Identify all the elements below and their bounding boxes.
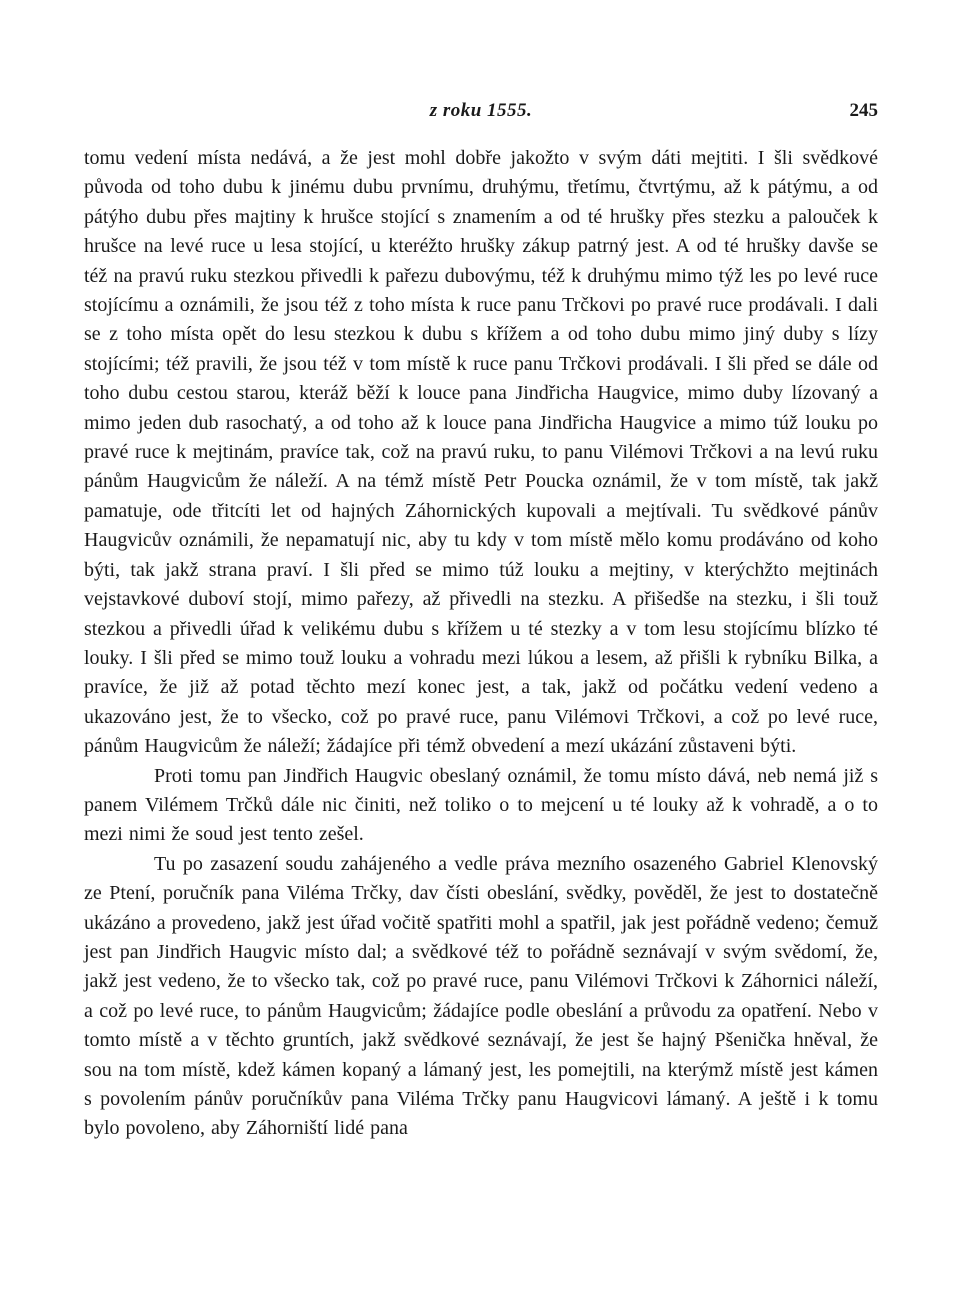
paragraph-3: Tu po zasazení soudu zahájeného a vedle práva mezního osazeného Gabriel Klenovský ze Ptení, poručník pana Viléma Trčky, dav čísti obeslání, svědky, pověděl, že jest to dostatečně ukázáno a provedeno, jakž jest úřad vočitě spatřiti mohl a spatřil, jak jest pořádně vedeno; čemuž jest pan Jindřich Haugvic místo dal; a svědkové též to pořádně seznávají v svým svědomí, že, jakž jest vedeno, že to všecko tak, což po pravé ruce, panu Vilémovi Trčkovi k Záhornici náleží, a což po levé ruce, to pánům Haugvicům; žádajíce podle obeslání a průvodu za opatření. Nebo v tomto místě a v těchto gruntích, jakž svědkové seznávají, že jest še hajný Pšenička hněval, že sou na tom místě, kdež kámen kopaný a lámaný jest, les pomejtili, na kterýmž místě jest kámen s povolením pánův poručníkův pana Viléma Trčky panu Haugvicovi lámaný. A ještě i k tomu bylo povoleno, aby Záhorniští lidé pana bbox=[84, 852, 878, 1140]
page-number: 245 bbox=[849, 100, 878, 121]
body-text bbox=[84, 144, 878, 1144]
paragraph-2: Proti tomu pan Jindřich Haugvic obeslaný oznámil, že tomu místo dává, neb nemá již s panem Vilémem Trčků dále nic činiti, než toliko o to mejcení u té louky až k vohradě, a o to mezi nimi že soud jest tento zešel. bbox=[84, 764, 878, 846]
running-title: z roku 1555. bbox=[429, 100, 533, 121]
paragraph-1: tomu vedení místa nedává, a že jest mohl dobře jakožto v svým dáti mejtiti. I šli svědkové původa od toho dubu k jinému dubu prvnímu, druhýmu, třetímu, čtvrtýmu, až k pátýmu, a od pátýho dubu přes majtiny k hrušce stojící s znamením a od té hrušky přes stezku a palouček k hrušce na levé ruce u lesa stojící, u kteréžto hrušky zákup patrný jest. A od té hrušky davše se též na pravú ruku stezkou přivedli k pařezu dubovýmu, též k druhýmu mimo týž les po levé ruce stojícímu a oznámili, že jsou též z toho místa k ruce panu Trčkovi po pravé ruce prodávali. I dali se z toho místa opět do lesu stezkou k dubu s křížem a od toho dubu mimo jiný duby s lízy stojícími; též pravili, že jsou též v tom místě k ruce panu Trčkovi prodávali. I šli před se dále od toho dubu cestou starou, kteráž běží k louce pana Jindřicha Haugvice, mimo duby lízovaný a mimo jeden dub rasochatý, a od toho až k louce pana Jindřicha Haugvice a mimo túž louku po pravé ruce k mejtinám, pravíce tak, což na pravú ruku, to panu Vilémovi Trčkovi a na levú ruku pánům Haugvicům že náleží. A na témž místě Petr Poucka oznámil, že v tom místě, tak jakž pamatuje, ode třitcíti let od hajných Záhornických kupovali a mejtívali. Tu svědkové pánův Haugvicův oznámili, že nepamatují nic, aby tu kdy v tom místě mělo komu prodáváno od koho býti, tak jakž strana praví. I šli před se mimo túž louku a mejtiny, v kterýchžto mejtinách vejstavkové duboví stojí, mimo pařezy, až přivedli na stezku. A přišedše na stezku, i šli touž stezkou a přivedli úřad k velikému dubu s křížem u té stezky a v tom lesu stojícímu blízko té louky. I šli před se mimo touž louku a vohradu mezi lúkou a lesem, až přišli k rybníku Bilka, a pravíce, že již až potad těchto mezí konec jest, a tak, jakž od počátku vedení vedeno a ukazováno jest, že to všecko, což po pravé ruce, panu Vilémovi Trčkovi, a což po levé ruce, pánům Haugvicům že náleží; žádajíce při témž obvedení a mezí ukázání zůstaveni býti. bbox=[84, 147, 878, 758]
page-header bbox=[84, 100, 878, 132]
book-page bbox=[84, 100, 878, 1144]
